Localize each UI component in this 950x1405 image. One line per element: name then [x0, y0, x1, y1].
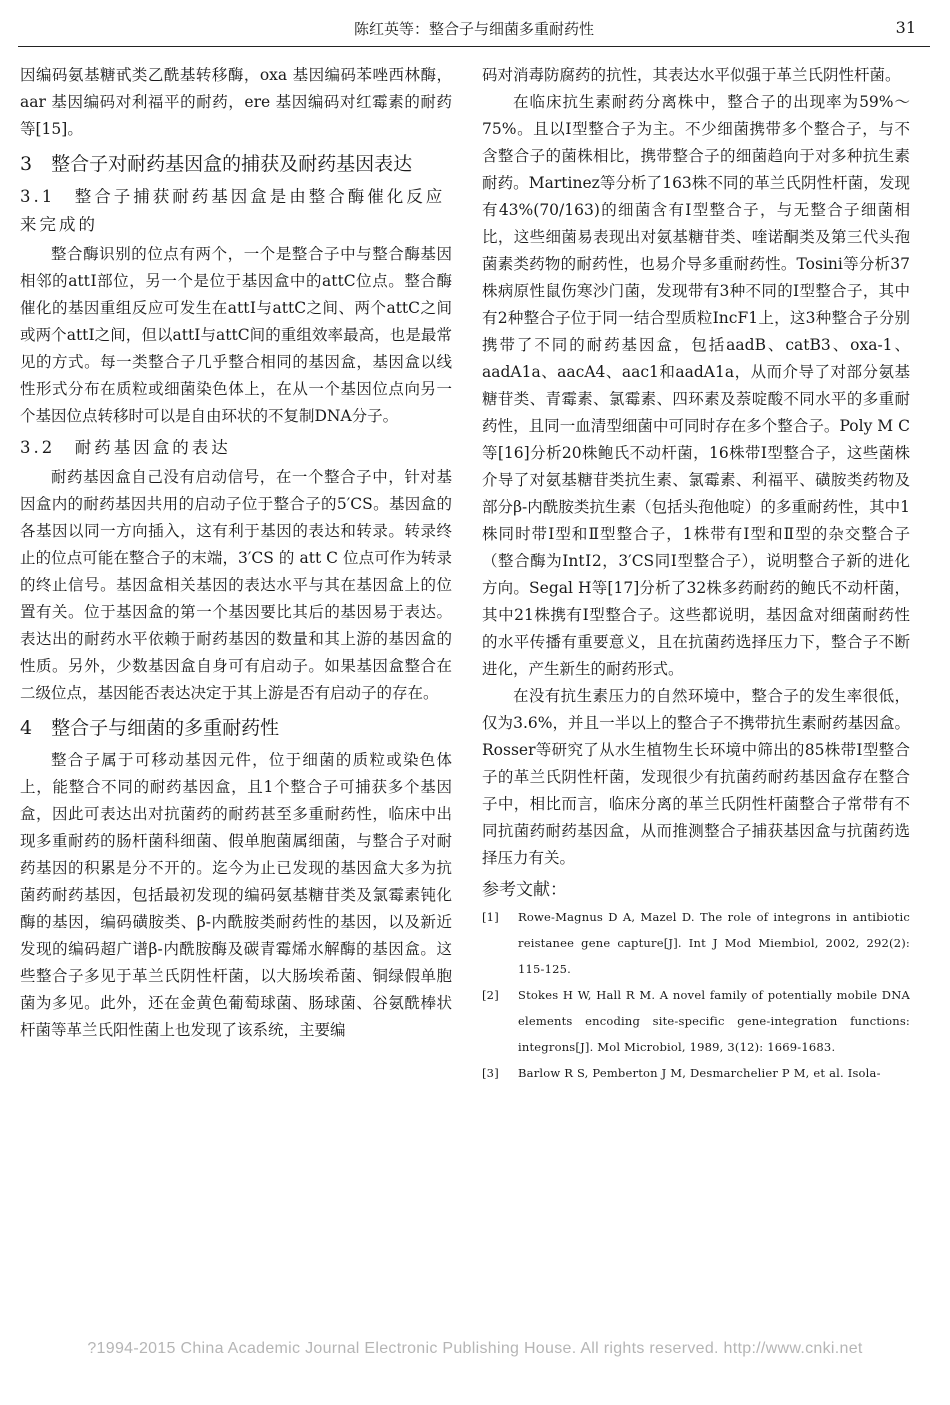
paragraph-natural-environment: 在没有抗生素压力的自然环境中，整合子的发生率很低，仅为3.6%，并且一半以上的整合子不携带抗生素耐药基因盒。Rosser等研究了从水生植物生长环境中筛出的85株带Ⅰ型整合子的革兰氏阴性杆菌，发现很少有抗菌药耐药基因盒存在整合子中，相比而言，临床分离的革兰氏阴性杆菌整合子常带有不同抗菌药耐药基因盒，从而推测整合子捕获基因盒与抗菌药选择压力有关。 [482, 687, 910, 867]
reference-number: [1] [482, 910, 499, 924]
subsection-heading-3-1: 3.1 整合子捕获耐药基因盒是由整合酶催化反应来完成的 [20, 187, 446, 234]
references-heading: 参考文献： [482, 880, 567, 900]
left-column [20, 62, 452, 1044]
section-heading-4: 4 整合子与细菌的多重耐药性 [20, 717, 280, 739]
reference-text: Rowe-Magnus D A, Mazel D. The role of integrons in antibiotic reistanee gene capture[J]. Int J Mod Miembiol, 2002, 292(2): 115-125. [518, 910, 910, 976]
paragraph-clinical-integrons: 在临床抗生素耐药分离株中，整合子的出现率为59%～75%。且以Ⅰ型整合子为主。不少细菌携带多个整合子，与不含整合子的菌株相比，携带整合子的细菌趋向于对多种抗生素耐药。Martinez等分析了163株不同的革兰氏阴性杆菌，发现有43%(70/163)的细菌含有Ⅰ型整合子，与无整合子细菌相比，这些细菌易表现出对氨基糖苷类、喹诺酮类及第三代头孢菌素类药物的耐药性，也易介导多重耐药性。Tosini等分析37株病原性鼠伤寒沙门菌，发现带有3种不同的Ⅰ型整合子，其中有2种整合子位于同一结合型质粒IncF1上，这3种整合子分别携带了不同的耐药基因盒，包括aadB、catB3、oxa-1、aadA1a、aacA4、aac1和aadA1a，从而介导了对部分氨基糖苷类、青霉素、氯霉素、四环素及萘啶酸不同水平的多重耐药性，且同一血清型细菌中可同时存在多个整合子。Poly M C等[16]分析20株鲍氏不动杆菌，16株带Ⅰ型整合子，这些菌株介导了对氨基糖苷类抗生素、氯霉素、利福平、磺胺类药物及部分β-内酰胺类抗生素（包括头孢他啶）的多重耐药性，其中1株同时带Ⅰ型和Ⅱ型整合子，1株带有Ⅰ型和Ⅱ型的杂交整合子（整合酶为IntⅠ2，3′CS同Ⅰ型整合子），说明整合子新的进化方向。Segal H等[17]分析了32株多药耐药的鲍氏不动杆菌，其中21株携有Ⅰ型整合子。这些都说明，基因盒对细菌耐药性的水平传播有重要意义，且在抗菌药选择压力下，整合子不断进化，产生新生的耐药形式。 [482, 93, 910, 678]
reference-item [482, 904, 910, 982]
reference-text: Stokes H W, Hall R M. A novel family of potentially mobile DNA elements encoding site-specific gene-integration functions: integrons[J]. Mol Microbiol, 1989, 3(12): 1669-1683. [518, 988, 910, 1054]
reference-item [482, 1060, 910, 1086]
reference-number: [3] [482, 1066, 499, 1080]
reference-text: Barlow R S, Pemberton J M, Desmarchelier P M, et al. Isola- [518, 1066, 881, 1080]
subsection-heading-3-2: 3.2 耐药基因盒的表达 [20, 438, 231, 457]
copyright-watermark: ?1994-2015 China Academic Journal Electronic Publishing House. All rights reserved. http://www.cnki.net [87, 1340, 863, 1357]
section-heading-3: 3 整合子对耐药基因盒的捕获及耐药基因表达 [20, 153, 413, 175]
header-title: 陈红英等：整合子与细菌多重耐药性 [353, 20, 594, 38]
running-header [18, 8, 930, 47]
paragraph-3-2: 耐药基因盒自己没有启动信号，在一个整合子中，针对基因盒内的耐药基因共用的启动子位于整合子的5′CS。基因盒的各基因以同一方向插入，这有利于基因的表达和转录。转录终止的位点可能在整合子的末端，3′CS 的 att C 位点可作为转录的终止信号。基因盒相关基因的表达水平与其在基因盒上的位置有关。位于基因盒的第一个基因要比其后的基因易于表达。表达出的耐药水平依赖于耐药基因的数量和其上游的基因盒的性质。另外，少数基因盒自身可有启动子。如果基因盒整合在二级位点，基因能否表达决定于其上游是否有启动子的存在。 [20, 468, 452, 702]
reference-number: [2] [482, 988, 499, 1002]
paragraph-4: 整合子属于可移动基因元件，位于细菌的质粒或染色体上，能整合不同的耐药基因盒，且1个整合子可捕获多个基因盒，因此可表达出对抗菌药的耐药甚至多重耐药性，临床中出现多重耐药的肠杆菌科细菌、假单胞菌属细菌，与整合子对耐药基因的积累是分不开的。迄今为止已发现的基因盒大多为抗菌药耐药基因，包括最初发现的编码氨基糖苷类及氯霉素钝化酶的基因，编码磺胺类、β-内酰胺类耐药性的基因，以及新近发现的编码超广谱β-内酰胺酶及碳青霉烯水解酶的基因盒。这些整合子多见于革兰氏阴性杆菌，以大肠埃希菌、铜绿假单胞菌为多见。此外，还在金黄色葡萄球菌、肠球菌、谷氨酰棒状杆菌等革兰氏阳性菌上也发现了该系统，主要编 [20, 751, 452, 1039]
page-number: 31 [895, 18, 916, 37]
paragraph-continued: 码对消毒防腐药的抗性，其表达水平似强于革兰氏阴性杆菌。 [482, 66, 901, 84]
reference-item [482, 982, 910, 1060]
right-column [482, 62, 910, 1086]
paragraph-intro: 因编码氨基糖甙类乙酰基转移酶，oxa 基因编码苯唑西林酶，aar 基因编码对利福平的耐药，ere 基因编码对红霉素的耐药等[15]。 [20, 66, 452, 138]
paragraph-3-1: 整合酶识别的位点有两个，一个是整合子中与整合酶基因相邻的attⅠ部位，另一个是位于基因盒中的attC位点。整合酶催化的基因重组反应可发生在attⅠ与attC之间、两个attC之间或两个attⅠ之间，但以attⅠ与attC间的重组效率最高，也是最常见的方式。每一类整合子几乎整合相同的基因盒，基因盒以线性形式分布在质粒或细菌染色体上，在从一个基因位点向另一个基因位点转移时可以是自由环状的不复制DNA分子。 [20, 245, 452, 425]
